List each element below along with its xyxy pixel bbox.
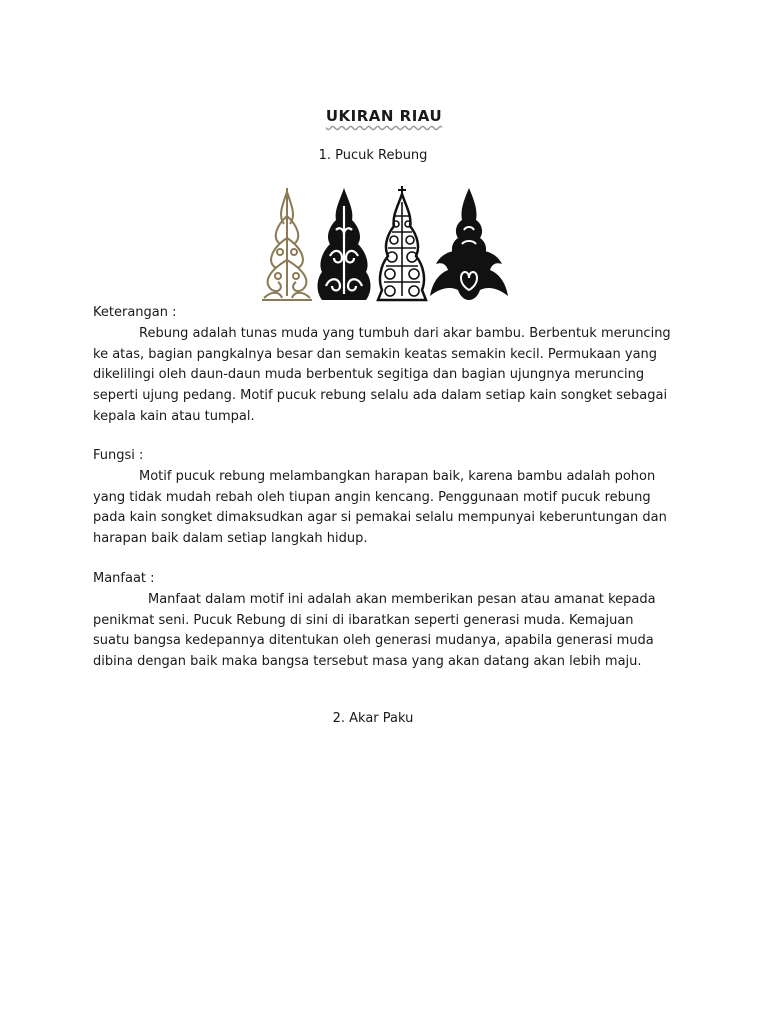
section-heading-akar-paku: 2. Akar Paku — [332, 711, 414, 726]
motif-filigree — [374, 186, 430, 304]
motif-gold-outline — [258, 186, 316, 304]
fungsi-text: Motif pucuk rebung melambangkan harapan baik, karena bambu adalah pohon yang tidak mudah rebah oleh tiupan angin kencang. Penggunaan motif pucuk rebung pada kain songket dimaksudkan agar si pemakai selalu mempunyai keberuntungan dan harapan baik dalam setiap langkah hidup. — [93, 468, 667, 547]
manfaat-block — [93, 569, 673, 673]
motif-black-solid — [314, 186, 374, 304]
keterangan-label: Keterangan : — [93, 305, 177, 320]
motif-black-leaf — [428, 186, 510, 304]
fungsi-label: Fungsi : — [93, 448, 144, 463]
pucuk-rebung-motifs-image — [258, 186, 510, 304]
section-heading-pucuk-rebung: 1. Pucuk Rebung — [318, 148, 428, 163]
document-title: UKIRAN RIAU — [325, 107, 443, 125]
manfaat-label: Manfaat : — [93, 571, 155, 586]
keterangan-text: Rebung adalah tunas muda yang tumbuh dari akar bambu. Berbentuk meruncing ke atas, bagian pangkalnya besar dan semakin keatas semakin kecil. Permukaan yang dikelilingi oleh daun-daun muda berbentuk segitiga dan bagian ujungnya meruncing seperti ujung pedang. Motif pucuk rebung selalu ada dalam setiap kain songket sebagai kepala kain atau tumpal. — [93, 325, 671, 424]
keterangan-block — [93, 303, 673, 428]
manfaat-text: Manfaat dalam motif ini adalah akan memberikan pesan atau amanat kepada penikmat seni. Pucuk Rebung di sini di ibaratkan seperti generasi muda. Kemajuan suatu bangsa kedepannya ditentukan oleh generasi mudanya, apabila generasi muda dibina dengan baik maka bangsa tersebut masa yang akan datang akan lebih maju. — [93, 591, 656, 670]
fungsi-block — [93, 446, 673, 550]
